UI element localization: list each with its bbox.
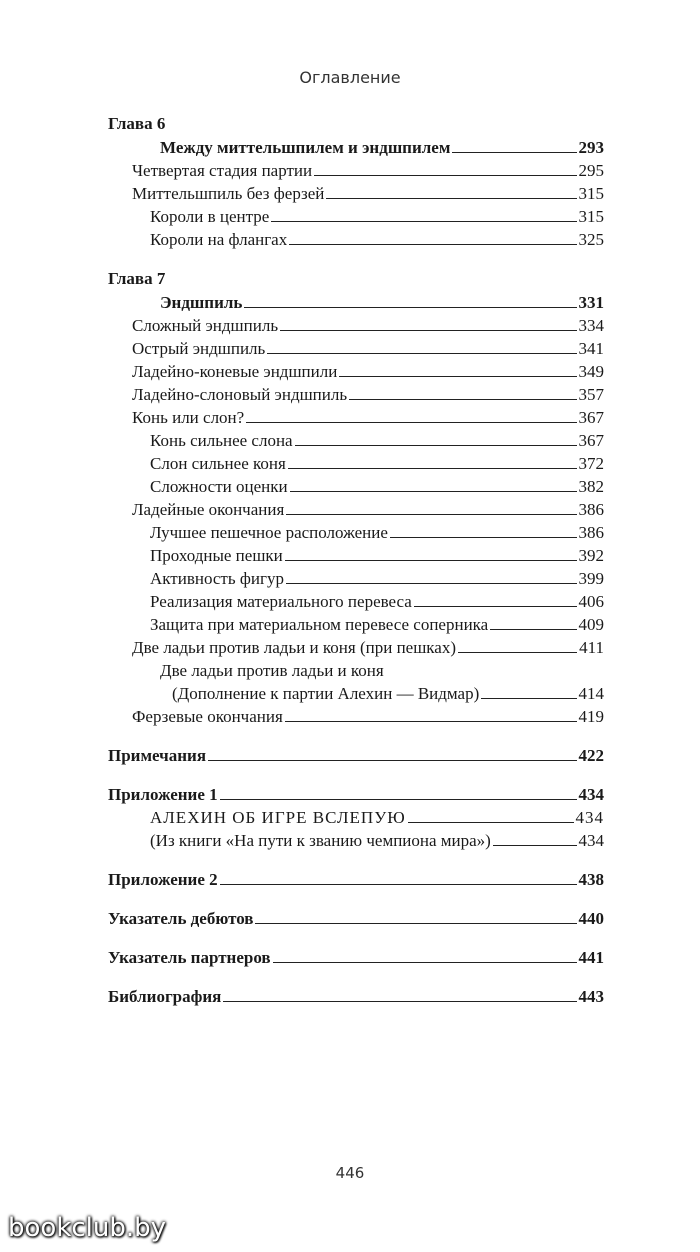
- toc-entry-title: Проходные пешки: [150, 546, 283, 565]
- dot-leader: [349, 399, 576, 400]
- dot-leader: [285, 721, 577, 722]
- toc-entry-appendix-1: [108, 783, 604, 806]
- dot-leader: [280, 330, 576, 331]
- toc-entry-title: Приложение 1: [108, 785, 218, 804]
- dot-leader: [244, 307, 576, 308]
- toc-entry-title: Лучшее пешечное расположение: [150, 523, 388, 542]
- toc-entry-page: 386: [578, 523, 604, 542]
- toc-entry: [108, 182, 604, 205]
- toc-entry-title: Короли на флангах: [150, 230, 288, 249]
- toc-entry-title: Сложности оценки: [150, 477, 288, 496]
- toc-entry: [108, 705, 604, 728]
- toc-entry-title: Миттельшпиль без ферзей: [132, 184, 325, 203]
- toc-entry-title: Реализация материального перевеса: [150, 592, 412, 611]
- dot-leader: [285, 560, 577, 561]
- toc-entry: [108, 337, 604, 360]
- dot-leader: [273, 962, 577, 963]
- section-gap: [108, 969, 604, 985]
- section-gap: [108, 767, 604, 783]
- toc-entry-page: 341: [578, 339, 604, 358]
- toc-entry: [108, 544, 604, 567]
- toc-entry: [108, 136, 604, 159]
- toc-entry-title: Сложный эндшпиль: [132, 316, 279, 335]
- toc-entry: [108, 521, 604, 544]
- toc-entry: [108, 159, 604, 182]
- toc-entry: [108, 498, 604, 521]
- toc-entry-title: Указатель дебютов: [108, 909, 254, 928]
- toc-entry-title: Ладейно-слоновый эндшпиль: [132, 385, 348, 404]
- toc-entry-page: 399: [578, 569, 604, 588]
- toc-entry-title: Эндшпиль: [160, 293, 243, 312]
- toc-entry-page: 434: [575, 808, 604, 827]
- dot-leader: [452, 152, 576, 153]
- toc-entry-continued: [108, 659, 604, 682]
- toc-entry-page: 434: [578, 785, 604, 804]
- dot-leader: [408, 822, 574, 823]
- dot-leader: [208, 760, 576, 761]
- dot-leader: [271, 221, 576, 222]
- toc-entry-page: 315: [578, 184, 604, 203]
- dot-leader: [286, 583, 577, 584]
- section-gap: [108, 930, 604, 946]
- dot-leader: [295, 445, 577, 446]
- toc-entry-title: Острый эндшпиль: [132, 339, 266, 358]
- toc-entry-page: 434: [578, 831, 604, 850]
- toc-entry-appendix-2: [108, 868, 604, 891]
- chapter-7-label: Глава 7: [108, 269, 166, 288]
- toc-entry-page: 325: [578, 230, 604, 249]
- section-gap: [108, 251, 604, 267]
- toc-entry-title: Конь или слон?: [132, 408, 245, 427]
- toc-entry-title: Между миттельшпилем и эндшпилем: [160, 138, 451, 157]
- section-gap: [108, 728, 604, 744]
- toc-entry-title: Ферзевые окончания: [132, 707, 283, 726]
- toc-entry-title: Ладейно-коневые эндшпили: [132, 362, 338, 381]
- toc-entry-title: (Из книги «На пути к званию чемпиона мира»): [150, 831, 491, 850]
- toc-entry: [108, 205, 604, 228]
- section-gap: [108, 891, 604, 907]
- toc-entry: [108, 228, 604, 251]
- toc-entry: [108, 291, 604, 314]
- dot-leader: [289, 244, 576, 245]
- toc-entry-notes: [108, 744, 604, 767]
- toc-entry-title: Приложение 2: [108, 870, 218, 889]
- toc-entry-title: Указатель партнеров: [108, 948, 271, 967]
- toc-entry-title: Две ладьи против ладьи и коня (при пешках): [132, 638, 457, 657]
- dot-leader: [414, 606, 577, 607]
- toc-entry: [108, 682, 604, 705]
- toc-entry-page: 372: [578, 454, 604, 473]
- dot-leader: [493, 845, 577, 846]
- toc-entry: [108, 567, 604, 590]
- toc-entry: [108, 590, 604, 613]
- toc-entry-title: Короли в центре: [150, 207, 270, 226]
- toc-entry-page: 411: [579, 638, 604, 657]
- toc-entry-title: Активность фигур: [150, 569, 284, 588]
- toc-entry: [108, 406, 604, 429]
- toc-entry: [108, 636, 604, 659]
- toc-entry-title: Слон сильнее коня: [150, 454, 286, 473]
- toc-entry-page: 293: [578, 138, 604, 157]
- toc-entry-openings-index: [108, 907, 604, 930]
- toc-entry-page: 367: [578, 408, 604, 427]
- dot-leader: [288, 468, 577, 469]
- toc-entry: [108, 383, 604, 406]
- toc-entry-page: 392: [578, 546, 604, 565]
- toc-entry-page: 409: [578, 615, 604, 634]
- toc-entry-page: 315: [578, 207, 604, 226]
- dot-leader: [481, 698, 576, 699]
- toc-entry-page: 382: [578, 477, 604, 496]
- toc-entry-title: Примечания: [108, 746, 207, 765]
- toc-entry-page: 438: [578, 870, 604, 889]
- toc-entry: [108, 829, 604, 852]
- toc-entry-page: 419: [578, 707, 604, 726]
- toc-entry-page: 440: [578, 909, 604, 928]
- toc-entry: [108, 613, 604, 636]
- toc-entry-page: 357: [578, 385, 604, 404]
- dot-leader: [339, 376, 576, 377]
- chapter-6-label: Глава 6: [108, 114, 166, 133]
- dot-leader: [246, 422, 576, 423]
- dot-leader: [390, 537, 577, 538]
- toc-entry: [108, 360, 604, 383]
- toc-entry-title: Четвертая стадия партии: [132, 161, 313, 180]
- toc-entry-title: (Дополнение к партии Алехин — Видмар): [172, 684, 480, 703]
- section-gap: [108, 852, 604, 868]
- toc-entry: [108, 475, 604, 498]
- toc-entry-page: 349: [578, 362, 604, 381]
- toc-entry-title: Конь сильнее слона: [150, 431, 293, 450]
- toc-entry-page: 406: [578, 592, 604, 611]
- toc-entry-partners-index: [108, 946, 604, 969]
- toc-entry-page: 295: [578, 161, 604, 180]
- toc-entry: [108, 806, 604, 829]
- toc-entry: [108, 314, 604, 337]
- toc-entry: [108, 452, 604, 475]
- dot-leader: [314, 175, 576, 176]
- toc-entry-title: АЛЕХИН ОБ ИГРЕ ВСЛЕПУЮ: [150, 808, 406, 827]
- toc-entry-page: 441: [578, 948, 604, 967]
- dot-leader: [223, 1001, 576, 1002]
- dot-leader: [267, 353, 576, 354]
- toc-entry-page: 386: [578, 500, 604, 519]
- toc-entry-page: 414: [578, 684, 604, 703]
- dot-leader: [290, 491, 577, 492]
- toc-entry-page: 334: [578, 316, 604, 335]
- dot-leader: [458, 652, 577, 653]
- dot-leader: [286, 514, 576, 515]
- dot-leader: [326, 198, 576, 199]
- toc-entry: [108, 429, 604, 452]
- running-head: Оглавление: [299, 68, 401, 87]
- dot-leader: [255, 923, 576, 924]
- toc-entry-page: 422: [578, 746, 604, 765]
- toc-entry-bibliography: [108, 985, 604, 1008]
- table-of-contents: [108, 112, 604, 1008]
- toc-entry-title: Ладейные окончания: [132, 500, 285, 519]
- site-watermark: bookclub.by: [8, 1213, 167, 1243]
- dot-leader: [220, 884, 577, 885]
- page-number: 446: [335, 1164, 365, 1182]
- dot-leader: [490, 629, 576, 630]
- toc-entry-page: 443: [578, 987, 604, 1006]
- toc-entry-page: 367: [578, 431, 604, 450]
- toc-entry-page: 331: [578, 293, 604, 312]
- toc-entry-title: Библиография: [108, 987, 222, 1006]
- toc-entry-title: Две ладьи против ладьи и коня: [160, 661, 384, 680]
- dot-leader: [220, 799, 577, 800]
- toc-entry-title: Защита при материальном перевесе соперника: [150, 615, 489, 634]
